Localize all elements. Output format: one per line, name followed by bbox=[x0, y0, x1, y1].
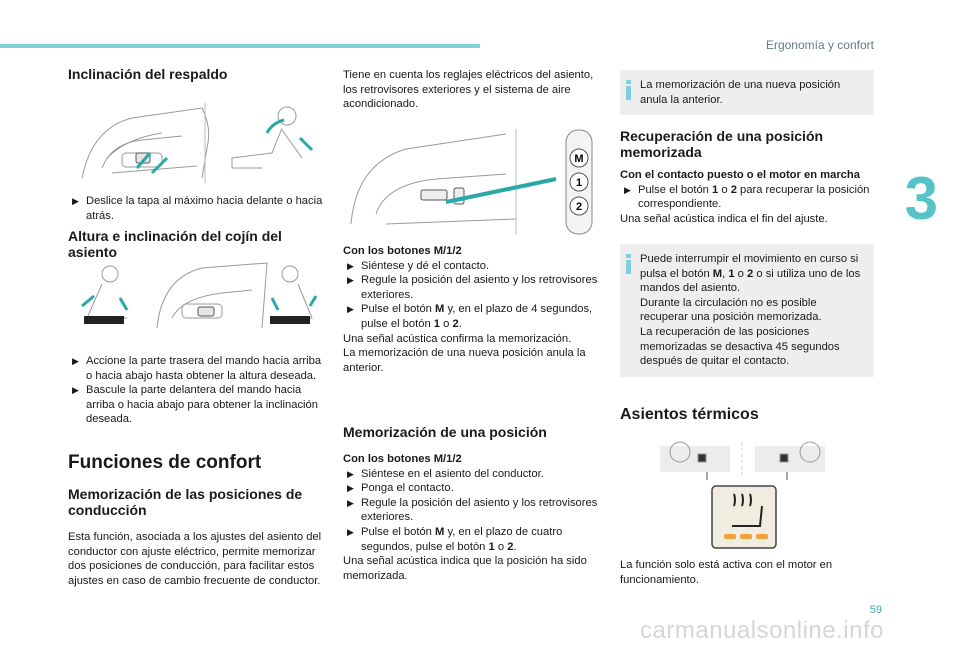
heading-funciones-confort: Funciones de confort bbox=[68, 452, 262, 473]
page-number: 59 bbox=[869, 604, 882, 616]
arrow-icon bbox=[267, 120, 284, 133]
list-item: ▶ Pulse el botón M y, en el plazo de 4 segundos, pulse el botón 1 o 2. bbox=[347, 303, 593, 330]
cushion-control bbox=[198, 307, 214, 316]
memorizacion-description: Esta función, asociada a los ajustes del asiento del conductor con ajuste eléctrico, permite memorizar dos posiciones de conducción, para facilitar estos ajustes en caso de cambio frecuente de conductor. bbox=[68, 531, 322, 587]
heated-seat-illustration bbox=[660, 436, 830, 556]
heat-level-indicator bbox=[756, 534, 768, 539]
memory-button-2 bbox=[570, 197, 588, 215]
heat-level-indicator bbox=[740, 534, 752, 539]
memory-button-1 bbox=[570, 173, 588, 191]
fin-ajuste-text: Una señal acústica indica el fin del ajuste. bbox=[620, 212, 828, 225]
list-item: ▶ Ponga el contacto. bbox=[347, 482, 454, 495]
list-item: ▶ Regule la posición del asiento y los retrovisores exteriores. bbox=[347, 496, 598, 524]
termicos-text-block bbox=[620, 558, 876, 587]
respaldo-instructions bbox=[68, 194, 328, 223]
chapter-tab bbox=[900, 148, 960, 248]
seat-switch bbox=[421, 190, 447, 200]
cojin-heading-block bbox=[68, 228, 328, 260]
header-accent-bar bbox=[0, 44, 480, 48]
memory-button-m bbox=[570, 149, 588, 167]
con-botones-label: Con los botones M/1/2 bbox=[343, 245, 462, 257]
list-item: ▶ Accione la parte trasera del mando hacia arriba o hacia abajo hasta obtener la altura deseada. bbox=[72, 355, 322, 382]
heat-level-indicator bbox=[724, 534, 736, 539]
list-item: ▶ Siéntese y dé el contacto. bbox=[347, 259, 490, 272]
middle-column-intro bbox=[343, 68, 598, 112]
seat-backrest-illustration bbox=[72, 98, 328, 186]
memory-buttons-illustration bbox=[346, 124, 596, 238]
termicos-heading-block bbox=[620, 404, 876, 426]
arrow-icon bbox=[272, 296, 316, 310]
list-item: ▶ Bascule la parte delantera del mando hacia arriba o hacia abajo para obtener la inclinación deseada. bbox=[72, 384, 318, 426]
heading-recuperacion: Recuperación de una posición memorizada bbox=[620, 128, 824, 160]
seat-side-drawing bbox=[82, 103, 209, 183]
heading-inclinacion-respaldo: Inclinación del respaldo bbox=[68, 66, 228, 82]
list-item: ▶ Regule la posición del asiento y los retrovisores exteriores. bbox=[347, 274, 598, 301]
heading-asientos-termicos: Asientos térmicos bbox=[620, 406, 759, 423]
memory-button-1-label: 1 bbox=[575, 177, 583, 189]
steering-wheel-right bbox=[755, 442, 825, 480]
arrow-icon bbox=[82, 296, 127, 310]
cushion-shape bbox=[270, 316, 310, 324]
section-title: Ergonomía y confort bbox=[765, 38, 874, 52]
con-botones-label: Con los botones M/1/2 bbox=[343, 453, 462, 465]
heading-memorizacion-posiciones: Memorización de las posiciones de conducción bbox=[68, 486, 303, 518]
memorized-text: Una señal acústica indica que la posición ha sido memorizada. bbox=[343, 555, 587, 582]
info-box-memorizacion: La memorización de una nueva posición anula la anterior. bbox=[620, 70, 874, 115]
steering-wheel-left bbox=[660, 442, 730, 480]
memory-button-m-label: M bbox=[574, 153, 584, 165]
termicos-description: La función solo está activa con el motor en funcionamiento. bbox=[620, 559, 833, 586]
chapter-number: 3 bbox=[904, 165, 938, 232]
confirm-text: Una señal acústica confirma la memorización. bbox=[343, 332, 572, 345]
funciones-block bbox=[68, 452, 328, 588]
person-reclining-drawing bbox=[232, 107, 302, 168]
list-item: ▶ Pulse el botón 1 o 2 para recuperar la posición correspondiente. bbox=[624, 183, 870, 211]
middle-instructions-2 bbox=[343, 424, 598, 583]
heading-altura-cojin: Altura e inclinación del cojín del asiento bbox=[68, 228, 282, 260]
list-item: ▶ Deslice la tapa al máximo hacia delante o hacia atrás. bbox=[72, 195, 323, 222]
cojin-instructions bbox=[68, 354, 328, 427]
info-icon bbox=[626, 254, 631, 274]
cushion-shape bbox=[84, 316, 124, 324]
recuperacion-block bbox=[620, 128, 876, 226]
arrow-icon bbox=[300, 138, 312, 150]
memory-button-2-label: 2 bbox=[575, 201, 583, 213]
contacto-label: Con el contacto puesto o el motor en marcha bbox=[620, 169, 860, 181]
list-item: ▶ Siéntese en el asiento del conductor. bbox=[347, 467, 544, 480]
info-box-interrumpir: Puede interrumpir el movimiento en curso si pulsa el botón M, 1 o 2 o si utiliza uno de los mandos del asiento. Durante la circulación no es posible recuperar una posición memorizada. La recuperación de las posiciones memorizadas se desactiva 45 segundos después de quitar el contacto. bbox=[620, 244, 874, 377]
seat-cushion-illustration bbox=[72, 258, 328, 338]
overwrite-text: La memorización de una nueva posición anula la anterior. bbox=[343, 347, 586, 374]
middle-instructions-1 bbox=[343, 244, 598, 375]
heading-memorizacion-una: Memorización de una posición bbox=[343, 424, 547, 440]
info-icon bbox=[626, 80, 631, 100]
list-item: ▶ Pulse el botón M y, en el plazo de cuatro segundos, pulse el botón 1 o 2. bbox=[347, 525, 563, 553]
watermark: carmanualsonline.info bbox=[640, 617, 884, 644]
intro-text: Tiene en cuenta los reglajes eléctricos del asiento, los retrovisores exteriores y el sistema de aire acondicionado. bbox=[343, 69, 594, 111]
left-column bbox=[68, 66, 328, 82]
